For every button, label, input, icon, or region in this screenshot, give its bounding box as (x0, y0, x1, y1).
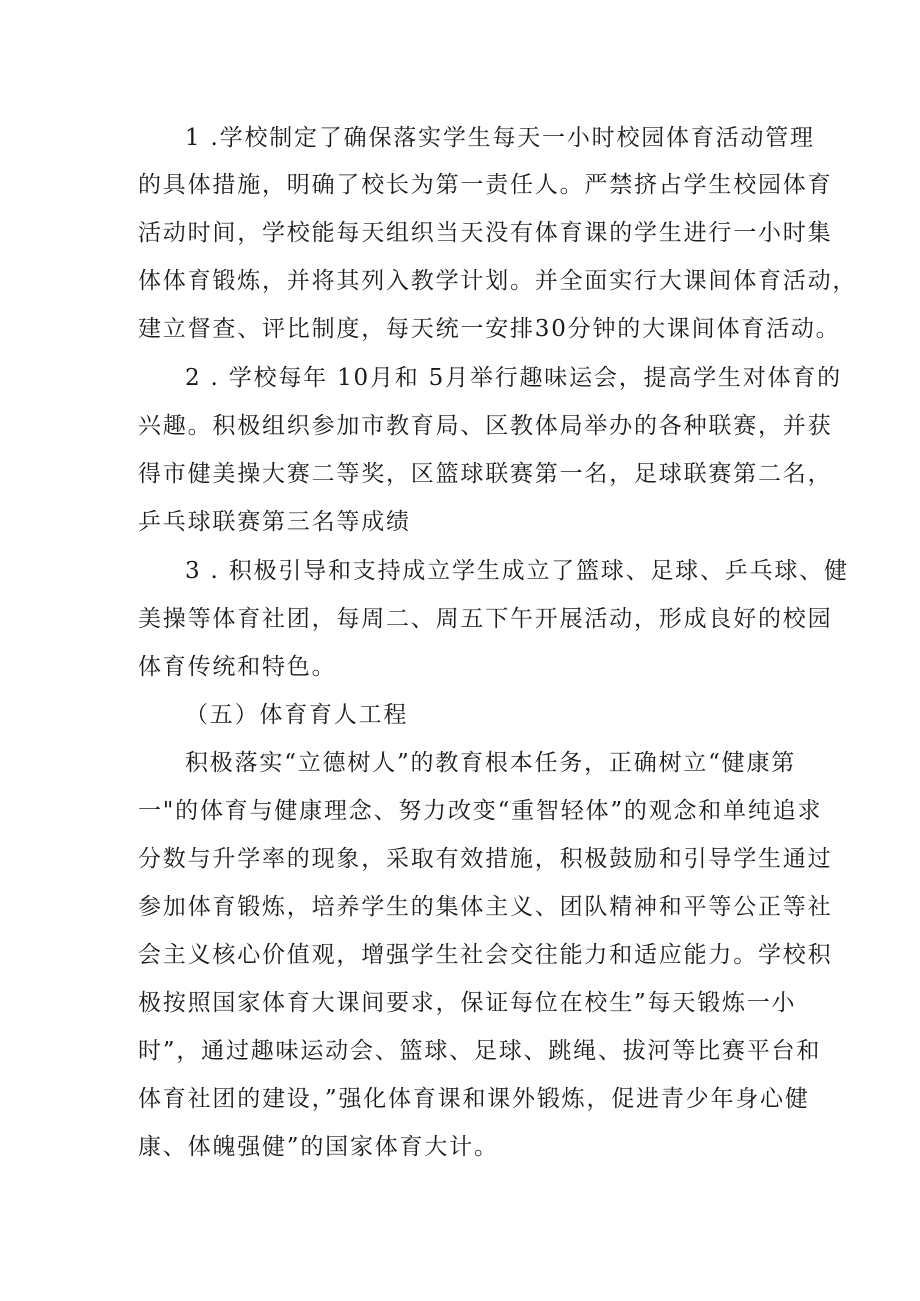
paragraph-3-line-1: 3 . 积极引导和支持成立学生成立了篮球、足球、乒乓球、健 (185, 558, 849, 584)
paragraph-3-line-2: 美操等体育社团，每周二、周五下午开展活动，形成良好的校园 (138, 606, 833, 632)
paragraph-1-line-4: 体体育锻炼，并将其列入教学计划。并全面实行大课间体育活动， (138, 268, 858, 294)
paragraph-4-line-8: 体育社团的建设，”强化体育课和课外锻炼，促进青少年身心健 (138, 1086, 810, 1112)
paragraph-4-line-4: 参加体育锻炼，培养学生的集体主义、团队精神和平等公正等社 (138, 894, 833, 920)
paragraph-2-line-2: 兴趣。积极组织参加市教育局、区教体局举办的各种联赛，并获 (138, 413, 833, 439)
paragraph-1-line-1: 1 .学校制定了确保落实学生每天一小时校园体育活动管理 (185, 125, 815, 151)
section-heading: （五）体育育人工程 (185, 702, 409, 728)
paragraph-4-line-7: 时”，通过趣味运动会、篮球、足球、跳绳、拔河等比赛平台和 (138, 1038, 822, 1064)
paragraph-4-line-3: 分数与升学率的现象，采取有效措施，积极鼓励和引导学生通过 (138, 846, 833, 872)
paragraph-4-line-1: 积极落实“立德树人”的教育根本任务，正确树立“健康第 (185, 750, 797, 776)
paragraph-1-line-5: 建立督查、评比制度，每天统一安排30分钟的大课间体育活动。 (138, 316, 841, 342)
paragraph-3-line-3: 体育传统和特色。 (138, 654, 337, 680)
paragraph-4-line-9: 康、体魄强健”的国家体育大计。 (138, 1134, 499, 1160)
paragraph-2-line-1: 2 . 学校每年 10月和 5月举行趣味运会，提高学生对体育的 (185, 365, 842, 391)
paragraph-1-line-2: 的具体措施，明确了校长为第一责任人。严禁挤占学生校园体育 (138, 172, 833, 198)
paragraph-2-line-3: 得市健美操大赛二等奖，区篮球联赛第一名，足球联赛第二名， (138, 461, 833, 487)
paragraph-4-line-5: 会主义核心价值观，增强学生社会交往能力和适应能力。学校积 (138, 942, 833, 968)
paragraph-4-line-2: 一"的体育与健康理念、努力改变“重智轻体”的观念和单纯追求 (138, 798, 823, 824)
paragraph-4-line-6: 极按照国家体育大课间要求，保证每位在校生”每天锻炼一小 (138, 990, 797, 1016)
paragraph-2-line-4: 乒乓球联赛第三名等成绩 (138, 509, 411, 535)
paragraph-1-line-3: 活动时间，学校能每天组织当天没有体育课的学生进行一小时集 (138, 220, 833, 246)
